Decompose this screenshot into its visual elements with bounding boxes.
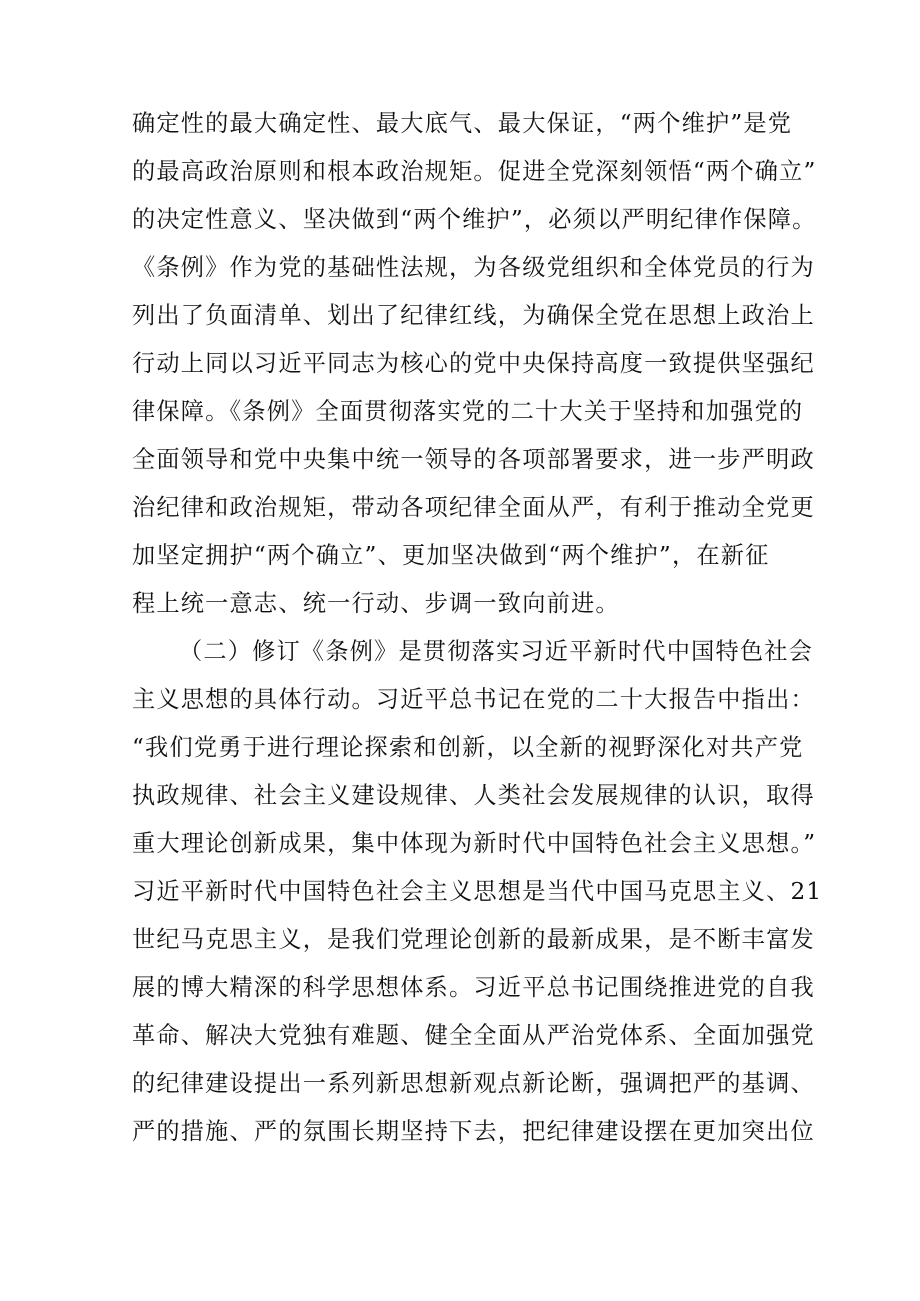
text-line: 《条例》作为党的基础性法规，为各级党组织和全体党员的行为 xyxy=(132,254,815,281)
text-line: 行动上同以习近平同志为核心的党中央保持高度一致提供坚强纪 xyxy=(132,350,815,377)
text-line: 的最高政治原则和根本政治规矩。促进全党深刻领悟“两个确立” xyxy=(132,158,817,185)
text-line: 的纪律建设提出一系列新思想新观点新论断，强调把严的基调、 xyxy=(132,1070,815,1097)
document-body xyxy=(132,100,823,1156)
text-line: 确定性的最大确定性、最大底气、最大保证，“两个维护”是党 xyxy=(132,110,793,137)
text-line: 的决定性意义、坚决做到“两个维护”，必须以严明纪律作保障。 xyxy=(132,206,817,233)
text-line: 重大理论创新成果，集中体现为新时代中国特色社会主义思想。” xyxy=(132,830,817,857)
text-line: 律保障。《条例》全面贯彻落实党的二十大关于坚持和加强党的 xyxy=(132,398,804,425)
text-line: 全面领导和党中央集中统一领导的各项部署要求，进一步严明政 xyxy=(132,446,815,473)
text-line: 世纪马克思主义，是我们党理论创新的最新成果，是不断丰富发 xyxy=(132,926,815,953)
text-line: 严的措施、严的氛围长期坚持下去，把纪律建设摆在更加突出位 xyxy=(132,1118,815,1145)
text-line: 展的博大精深的科学思想体系。习近平总书记围绕推进党的自我 xyxy=(132,974,815,1001)
text-line: 列出了负面清单、划出了纪律红线，为确保全党在思想上政治上 xyxy=(132,302,815,329)
text-line: 程上统一意志、统一行动、步调一致向前进。 xyxy=(132,590,620,617)
text-line: “我们党勇于进行理论探索和创新，以全新的视野深化对共产党 xyxy=(132,734,804,761)
text-line: 习近平新时代中国特色社会主义思想是当代中国马克思主义、21 xyxy=(132,878,823,905)
text-line: 加坚定拥护“两个确立”、更加坚决做到“两个维护”，在新征 xyxy=(132,542,770,569)
paragraph-start-line: （二）修订《条例》是贯彻落实习近平新时代中国特色社会 xyxy=(179,638,814,665)
text-line: 执政规律、社会主义建设规律、人类社会发展规律的认识，取得 xyxy=(132,782,815,809)
text-line: 治纪律和政治规矩，带动各项纪律全面从严，有利于推动全党更 xyxy=(132,494,815,521)
text-line: 主义思想的具体行动。习近平总书记在党的二十大报告中指出： xyxy=(132,686,815,713)
text-line: 革命、解决大党独有难题、健全全面从严治党体系、全面加强党 xyxy=(132,1022,815,1049)
